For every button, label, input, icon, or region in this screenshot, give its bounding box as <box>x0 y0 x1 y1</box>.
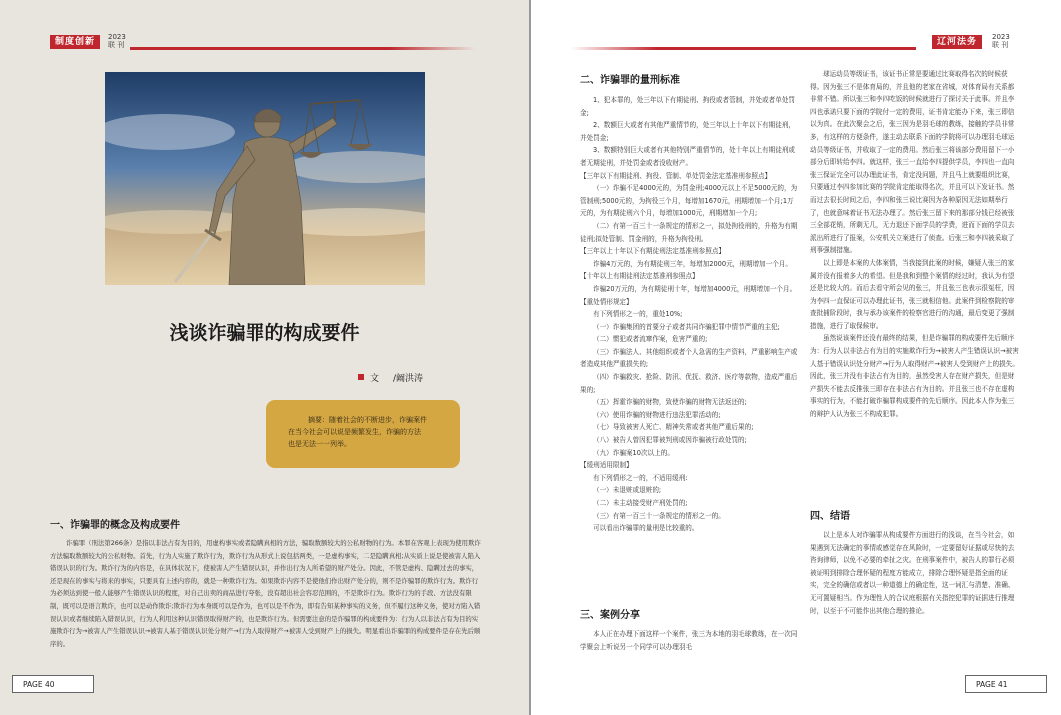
paragraph: 本人正在办理下面这样一个案件，张三为本地的羽毛球教练，在一次同学聚会上听说另一个同学可以办理羽毛 <box>580 630 798 651</box>
case-intro <box>580 628 798 653</box>
paragraph: （六）使用诈骗的财物进行违法犯罪活动的; <box>593 410 721 419</box>
header-year-issue <box>992 33 1010 49</box>
header-rule <box>571 47 916 50</box>
paragraph: 可以看出诈骗罪的量刑是比较重的。 <box>593 524 699 533</box>
paragraph: 1、犯本罪的，处三年以下有期徒刑、拘役或者管制，并处或者单处罚金; <box>580 96 796 117</box>
conclusion <box>810 529 1020 617</box>
lady-justice-photo <box>105 72 425 285</box>
paragraph: （二）未主动接受财产刑处罚的; <box>593 499 688 507</box>
section-heading: 一、诈骗罪的概念及构成要件 <box>50 520 180 531</box>
abstract-line: 摘要：随着社会的不断进步，诈骗案件 <box>308 416 427 424</box>
section-heading: 二、诈骗罪的量刑标准 <box>580 75 680 86</box>
abstract-line: 也是无法一一列举。 <box>288 440 351 448</box>
header-issue: 联 刊 <box>992 41 1009 49</box>
header-rule <box>130 47 475 50</box>
right-page <box>531 0 1061 715</box>
paragraph: （八）被告人曾因犯罪被判刑或因诈骗被行政处罚的; <box>593 436 747 445</box>
paragraph: （二）惯犯或者流窜作案，危害严重的; <box>593 335 708 344</box>
paragraph: 有下列情形之一的，重处10%; <box>593 310 683 319</box>
lady-justice-illustration <box>105 72 425 285</box>
paragraph: 以上是本人对诈骗罪从构成要件方面进行的浅谈，在当今社会，如果遇到无法确定的事情或感觉存在风险时，一定要留好证据或尽快的去咨询律师，以免不必要的牵扯之灾。在刑事案件中，被告人的罪行必须被证明到排除合理怀疑的程度方能成立，排除合理怀疑是指全面的证实，完全的确信或者以一种道德上的确定性，这一词汇与清楚、准确、无可置疑相当。作为理性人的合议庭根据有关指控犯罪的证据进行推理时，以至于不可能作出其他合理的推论。 <box>810 531 1015 615</box>
paragraph: （七）导致被害人死亡、精神失常或者其他严重后果的; <box>593 423 754 432</box>
left-page <box>0 0 529 715</box>
paragraph: 【三年以下有期徒刑、拘役、管制、单处罚金法定基准刑参照点】 <box>580 171 772 180</box>
byline <box>358 371 423 384</box>
header-year: 2023 <box>992 33 1010 41</box>
paragraph: 有下列情形之一的，不适用缓刑: <box>593 473 688 482</box>
paragraph: 3、数额特别巨大或者有其他特别严重情节的，处十年以上有期徒刑或者无期徒刑，并处罚金或者没收财产。 <box>580 146 796 167</box>
paragraph: 以上即是本案的大体案情，当我接到此案的时候，嫌疑人张三的家属并没有报着多大的希望。但是我和到整个案情的经过时，我认为有望还是比较大的。而后去看守所会见的张三，并且张三也表示很冤枉，因为李四一直保证可以办理此证书，张三就相信他。此案件到检察院的审查批捕阶段时，我与承办该案件的检察官进行的沟通，最后变更了强制措施，进行了取保候审。 <box>810 258 1015 330</box>
section-body: 诈骗罪（刑法第266条）是指以非法占有为目的，用虚构事实或者隐瞒真相的方法，骗取数额较大的公私财物的行为。本罪在客观上表现为使用欺诈方法骗取数额较大的公私财物。首先，行为人实施了欺诈行为，欺诈行为从形式上说包括两类，一是虚构事实，二是隐瞒真相;从实质上说是使被害人陷入错误认识的行为。欺诈行为的内容是，在具体状况下，使被害人产生错误认识，并作出行为人所希望的财产处分。因此，不管是虚构、隐瞒过去的事实，还是现在的事实与将来的事实，只要具有上述内容的，就是一种欺诈行为。如果欺诈内容不是使他们作出财产处分的，则不是诈骗罪的欺诈行为。欺诈行为必须达到使一般人能够产生错误认识的程度，对自己出卖的商品进行夸张，没有超出社会容忍范围的，不是欺诈行为。欺诈行为的手段、方法没有限制，既可以是语言欺诈，也可以是动作欺诈;欺诈行为本身既可以是作为，也可以是不作为，即有告知某种事实的义务，但不履行这种义务，使对方陷入错误认识或者继续陷入错误认识，行为人利用这种认识错误取得财产的，也是欺诈行为。但需要注意的是诈骗罪的构成要件为：行为人以非法占有为目的实施欺诈行为→被害人产生错误认识→被害人基于错误认识处分财产→行为人取得财产→被害人受到财产上的损失。明显看出诈骗罪的构成要件是存在先后顺序的。 <box>50 539 481 648</box>
paragraph: 【重处情形规定】 <box>580 297 633 306</box>
paragraph: 【十年以上有期徒刑法定基准刑参照点】 <box>580 272 699 281</box>
column-badge: 辽河法务 <box>932 35 982 49</box>
paragraph: 【缓刑适用限制】 <box>580 461 633 470</box>
byline-marker <box>358 374 364 380</box>
column-badge: 制度创新 <box>50 35 100 49</box>
header-year: 2023 <box>108 33 126 41</box>
paragraph: （一）诈骗不足4000元的，为罚金刑;4000元以上不足5000元的，为管制刑;5000元的，为拘役三个月，每增加1670元，刑期增加一个月;1万元的，为有期徒刑六个月，每增加1000元，刑期增加一个月; <box>580 184 798 218</box>
paragraph: （四）诈骗救灾、抢险、防汛、优抚、救济、医疗等款物，造成严重后果的; <box>580 373 798 394</box>
header-issue: 联 刊 <box>108 41 125 49</box>
page-number: PAGE 40 <box>12 675 94 693</box>
paragraph: （三）诈骗法人、其他组织或者个人急需的生产资料，严重影响生产或者造成其他严重损失的; <box>580 347 798 369</box>
paragraph: 【三年以上十年以下有期徒刑法定基准刑参照点】 <box>580 247 726 256</box>
byline-label: 文 <box>370 374 380 384</box>
page-number: PAGE 41 <box>965 675 1047 693</box>
article-title: 浅谈诈骗罪的构成要件 <box>169 322 360 344</box>
abstract-line: 在当今社会可以说是频繁发生，诈骗的方法 <box>288 428 421 436</box>
paragraph: 2、数额巨大或者有其他严重情节的，处三年以上十年以下有期徒刑，并处罚金; <box>580 121 796 142</box>
paragraph: （一）未退赃或退赃的; <box>593 486 662 495</box>
paragraph: （二）有第一百三十一条规定的情形之一，拟处拘役刑的，升格为有期徒刑;拟处管制、罚金刑的，升格为拘役刑。 <box>580 221 798 243</box>
paragraph: （九）诈骗案10次以上的。 <box>593 448 674 457</box>
paragraph: 球运动员等级证书，该证书正常是要通过比赛取得名次的时候获得。因为张三不是体育局的，并且他的老家在省城，对体育局有关系都非常不错。所以张三和李四吃饭的时候就进行了探讨关于此事。并且李四也承诺只要下面的学院付一定的费用，证书肯定能办下来，张三即信以为真。在此次聚会之后，张三因为是羽毛球的教练，接触的学员非常多，有这样的方便条件，遂主动去联系下面的学院将可以办理羽毛球运动员等级证书，并收取了一定的费用。然后张三将该部分费用留下一小部分后即转给李四。就这样，张三一直给李四提供学员，李四也一直向张三保证完全可以办理此证书，肯定没问题，并且马上就要组织比赛，只要通过李四参加比赛的学院肯定能取得名次，并且可以下发证书。然而过去很长时间之后，李四和张三说比赛因为各种原因无法如期举行了，也就意味着证书无法办理了。然后张三留下来的那部分钱已经被张三全部花销，所剩无几，无力退还下面学员的学费，进而下面的学员去派出所进行了报案，公安机关立案进行了侦查。后张三和李四被采取了刑事强制措施。 <box>810 70 1015 255</box>
paragraph: （三）有第一百三十一条规定的情形之一的。 <box>593 511 725 520</box>
paragraph: 虽然说该案件还没有最终的结果，但是诈骗罪的构成要件先后顺序为：行为人以非法占有为目的实施欺诈行为→被害人产生错误认识→被害人基于错误认识处分财产→行为人取得财产→被害人受到财产上的损失。因此，张三并没有非法占有为目的，虽然受害人存在财产损失，但是财产损失不能去反推张三即存在非法占有为目的。并且张三也不存在虚构事实的行为，不能打破诈骗罪构成要件的先后顺序。因此本人作为张三的辩护人认为张三不构成犯罪。 <box>810 334 1019 419</box>
paragraph: （一）诈骗集团的首要分子或者共同诈骗犯罪中情节严重的主犯; <box>593 322 780 331</box>
left-column <box>580 94 798 535</box>
right-column <box>810 68 1020 421</box>
section-heading: 四、结语 <box>810 511 850 522</box>
abstract-box <box>266 400 460 468</box>
byline-author: /阚洪涛 <box>393 374 424 384</box>
paragraph: 诈骗4万元的，为有期徒刑三年，每增加2000元，刑期增加一个月。 <box>593 259 793 268</box>
section-heading: 三、案例分享 <box>580 610 640 621</box>
paragraph: 诈骗20万元的，为有期徒刑十年，每增加4000元，刑期增加一个月。 <box>593 284 797 293</box>
header-year-issue <box>108 33 126 49</box>
paragraph: （五）挥霍诈骗的财物，致使诈骗的财物无法返还的; <box>593 398 747 407</box>
